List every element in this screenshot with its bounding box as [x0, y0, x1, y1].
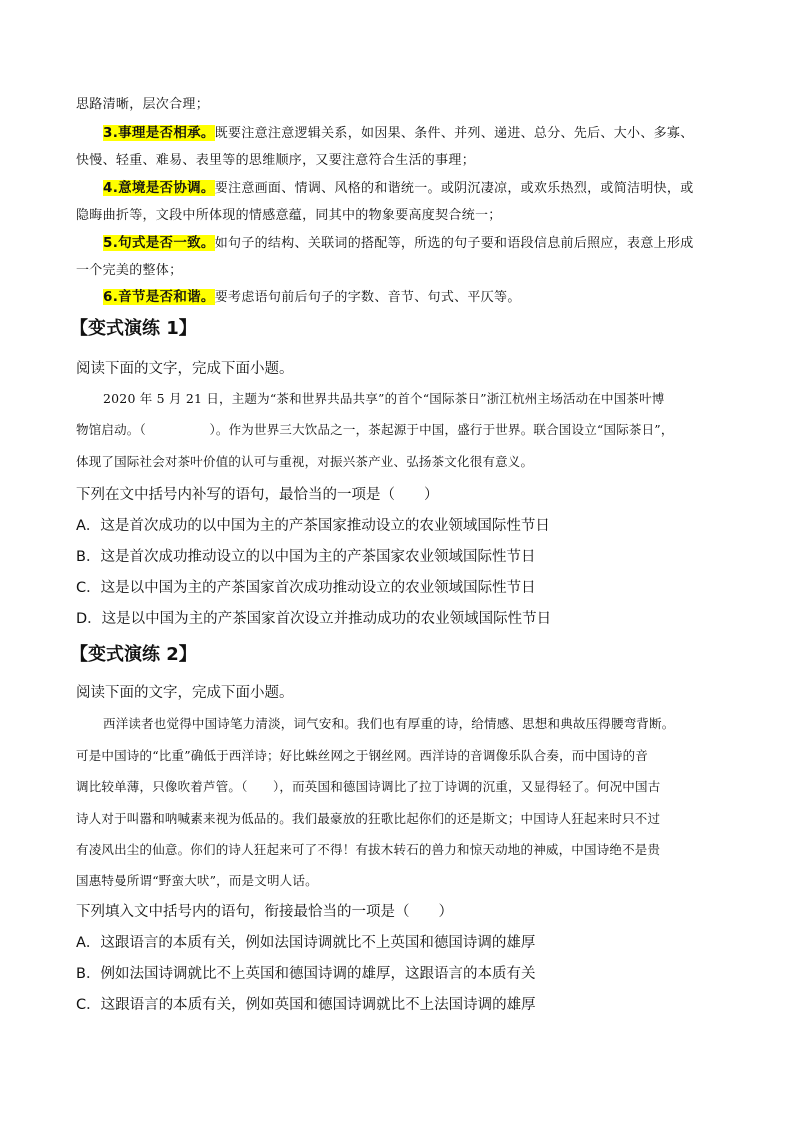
exercise-1-option-c[interactable]: C．这是以中国为主的产茶国家首次成功推动设立的农业领域国际性节日 [76, 580, 536, 596]
tip-item-3-cont: 快慢、轻重、难易、表里等的思维顺序，又要注意符合生活的事理； [76, 153, 476, 168]
exercise-1-option-a[interactable]: A．这是首次成功的以中国为主的产茶国家推动设立的农业领域国际性节日 [76, 518, 550, 534]
exercise-1-instruction: 阅读下面的文字，完成下面小题。 [76, 361, 294, 377]
tip-item-6-text: 要考虑语句前后句子的字数、音节、句式、平仄等。 [214, 290, 521, 305]
exercise-2-option-c[interactable]: C．这跟语言的本质有关，例如英国和德国诗调就比不上法国诗调的雄厚 [76, 997, 536, 1013]
tip-item-5 [103, 231, 694, 251]
exercise-1-heading: 【变式演练 1】 [70, 318, 197, 339]
exercise-2-passage-line: 西洋读者也觉得中国诗笔力清淡，词气安和。我们也有厚重的诗，给情感、思想和典故压得腰弯背断。 [103, 716, 675, 731]
tip-item-3-label: 3.事理是否相承。 [103, 125, 215, 141]
exercise-2-option-a[interactable]: A．这跟语言的本质有关，例如法国诗调就比不上英国和德国诗调的雄厚 [76, 935, 536, 951]
tip-item-5-label: 5.句式是否一致。 [103, 235, 215, 251]
exercise-2-passage-line: 有凌风出尘的仙意。你们的诗人狂起来可了不得！有拔木转石的兽力和惊天动地的神威，中国诗绝不是贵 [76, 842, 661, 857]
exercise-2-option-b[interactable]: B．例如法国诗调就比不上英国和德国诗调的雄厚，这跟语言的本质有关 [76, 966, 536, 982]
exercise-2-passage-line: 诗人对于叫嚣和呐喊素来视为低品的。我们最豪放的狂歌比起你们的还是斯文；中国诗人狂起来时只不过 [76, 811, 661, 826]
tip-item-6 [103, 285, 521, 305]
tip-item-3 [103, 121, 694, 141]
exercise-2-passage-line: 调比较单薄，只像吹着芦管。（ ），而英国和德国诗调比了拉丁诗调的沉重，又显得轻了。何况中国古 [76, 779, 661, 794]
exercise-2-instruction: 阅读下面的文字，完成下面小题。 [76, 685, 294, 701]
exercise-2-passage-line: 国惠特曼所谓“野蛮大吠”，而是文明人话。 [76, 873, 318, 888]
exercise-1-passage-line: 物馆启动。（ ）。作为世界三大饮品之一，茶起源于中国，盛行于世界。联合国设立“国际茶日”， [76, 422, 674, 437]
exercise-2-question: 下列填入文中括号内的语句，衔接最恰当的一项是（ ） [76, 904, 453, 920]
exercise-2-passage-line: 可是中国诗的“比重”确低于西洋诗；好比蛛丝网之于钢丝网。西洋诗的音调像乐队合奏，而中国诗的音 [76, 748, 648, 763]
tip-item-5-text: 如句子的结构、关联词的搭配等，所选的句子要和语段信息前后照应，表意上形成 [214, 236, 694, 251]
exercise-1-passage-line: 体现了国际社会对茶叶价值的认可与重视，对振兴茶产业、弘扬茶文化很有意义。 [76, 454, 534, 469]
exercise-1-question: 下列在文中括号内补写的语句，最恰当的一项是（ ） [76, 487, 439, 503]
tip-item-3-text: 既要注意注意逻辑关系，如因果、条件、并列、递进、总分、先后、大小、多寡、 [214, 126, 694, 141]
tip-item-4-cont: 隐晦曲折等，文段中所体现的情感意蕴，同其中的物象要高度契合统一； [76, 208, 502, 223]
exercise-1-option-d[interactable]: D．这是以中国为主的产茶国家首次设立并推动成功的农业领域国际性节日 [76, 611, 552, 627]
tip-item-4-text: 要注意画面、情调、风格的和谐统一。或阴沉凄凉，或欢乐热烈，或简洁明快，或 [214, 181, 694, 196]
tip-item-4 [103, 176, 694, 196]
tip-item-4-label: 4.意境是否协调。 [103, 180, 215, 196]
tip-item-5-cont: 一个完美的整体； [76, 263, 183, 278]
exercise-1-option-b[interactable]: B．这是首次成功推动设立的以中国为主的产茶国家农业领域国际性节日 [76, 549, 536, 565]
tip-item-6-label: 6.音节是否和谐。 [103, 289, 215, 305]
tip-line: 思路清晰，层次合理； [76, 97, 210, 112]
exercise-1-passage-line: 2020 年 5 月 21 日，主题为“茶和世界共品共享”的首个“国际茶日”浙江杭州主场活动在中国茶叶博 [103, 391, 665, 406]
exercise-2-heading: 【变式演练 2】 [70, 644, 197, 665]
